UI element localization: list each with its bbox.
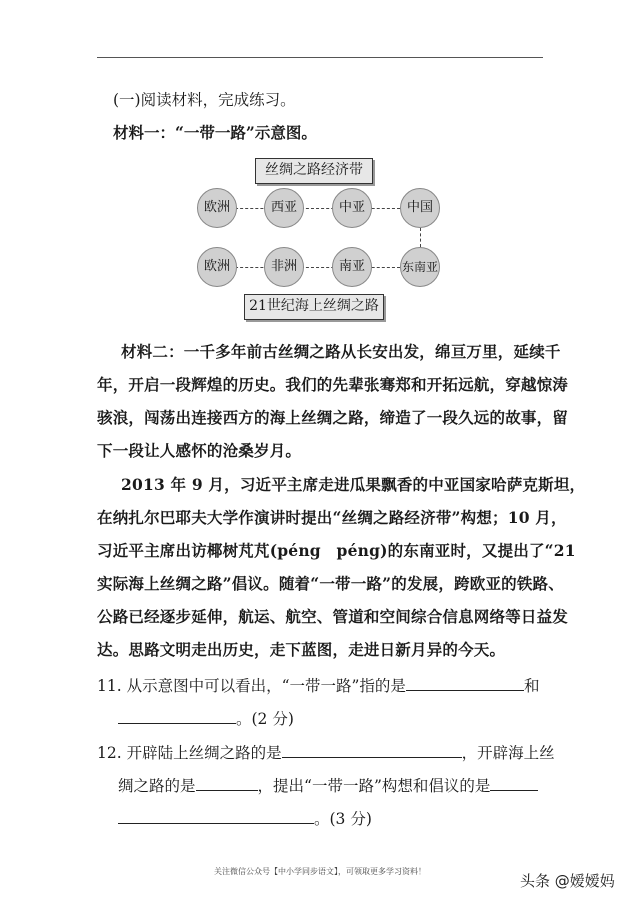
material2-para2-line-1: 2013 年 9 月，习近平主席走进瓜果飘香的中亚国家哈萨克斯坦， — [121, 475, 586, 494]
material2-para2-line-3: 习近平主席出访椰树芃芃(péng péng)的东南亚时，又提出了“21 — [97, 541, 576, 560]
q11-answer-blank-2[interactable] — [118, 709, 236, 724]
top-route-line — [230, 208, 400, 209]
q11-answer-blank-1[interactable] — [406, 676, 524, 691]
material2-para2-line-6: 达。思路文明走出历史，走下蓝图，走进日新月异的今天。 — [97, 640, 506, 659]
node-europe-bottom: 欧洲 — [197, 247, 237, 287]
question-11-text: 11. 从示意图中可以看出，“一带一路”指的是 — [97, 677, 406, 695]
question-12-line-1 — [97, 741, 555, 763]
section-heading: (一)阅读材料，完成练习。 — [113, 91, 296, 109]
question-11-line-1 — [97, 674, 539, 696]
question-12-score: 。(3 分) — [314, 810, 372, 828]
top-rule — [97, 57, 543, 58]
bottom-route-line — [230, 267, 400, 268]
footer-note: 关注微信公众号【中小学同步语文】，可领取更多学习资料！ — [214, 867, 426, 876]
silk-road-economic-belt-label: 丝绸之路经济带 — [255, 158, 373, 184]
q12-answer-blank-4[interactable] — [118, 809, 314, 824]
question-12-text-a: 12. 开辟陆上丝绸之路的是 — [97, 744, 282, 762]
q12-answer-blank-2[interactable] — [196, 776, 258, 791]
node-central-asia: 中亚 — [332, 188, 372, 228]
material2-para2-line-5: 公路已经逐步延伸，航运、航空、管道和空间综合信息网络等日益发 — [97, 607, 569, 626]
question-12-line-3 — [118, 807, 372, 829]
question-11-and: 和 — [523, 677, 540, 695]
node-south-asia: 南亚 — [332, 247, 372, 287]
material2-para2-line-2: 在纳扎尔巴耶夫大学作演讲时提出“丝绸之路经济带”构想；10 月， — [97, 508, 567, 527]
question-11-line-2 — [118, 707, 294, 729]
belt-and-road-diagram — [190, 150, 450, 330]
watermark: 头条 @嫒嫒妈 — [520, 872, 615, 890]
material1-label: 材料一：“一带一路”示意图。 — [113, 123, 317, 142]
node-europe-top: 欧洲 — [197, 188, 237, 228]
question-12-line-2 — [118, 774, 538, 796]
q12-answer-blank-3[interactable] — [490, 776, 538, 791]
material2-line-3: 骇浪，闯荡出连接西方的海上丝绸之路，缔造了一段久远的故事，留 — [97, 408, 569, 427]
question-12-text-c: 绸之路的是 — [118, 777, 196, 795]
china-connector-line — [420, 228, 421, 247]
node-africa: 非洲 — [264, 247, 304, 287]
maritime-silk-road-label: 21世纪海上丝绸之路 — [244, 294, 384, 320]
material2-line-4: 下一段让人感怀的沧桑岁月。 — [97, 441, 302, 460]
material2-para2-line-4: 实际海上丝绸之路”倡议。随着“一带一路”的发展，跨欧亚的铁路、 — [97, 574, 564, 593]
q12-answer-blank-1[interactable] — [282, 743, 462, 758]
question-12-text-d: ，提出“一带一路”构想和倡议的是 — [257, 777, 491, 795]
node-west-asia: 西亚 — [264, 188, 304, 228]
material2-line-2: 年，开启一段辉煌的历史。我们的先辈张骞郑和开拓远航，穿越惊涛 — [97, 375, 569, 394]
material2-line-1: 材料二：一千多年前古丝绸之路从长安出发，绵亘万里，延续千 — [121, 342, 561, 361]
node-southeast-asia: 东南亚 — [400, 247, 440, 287]
node-china: 中国 — [400, 188, 440, 228]
question-11-score: 。(2 分) — [236, 710, 294, 728]
question-12-text-b: ，开辟海上丝 — [461, 744, 555, 762]
